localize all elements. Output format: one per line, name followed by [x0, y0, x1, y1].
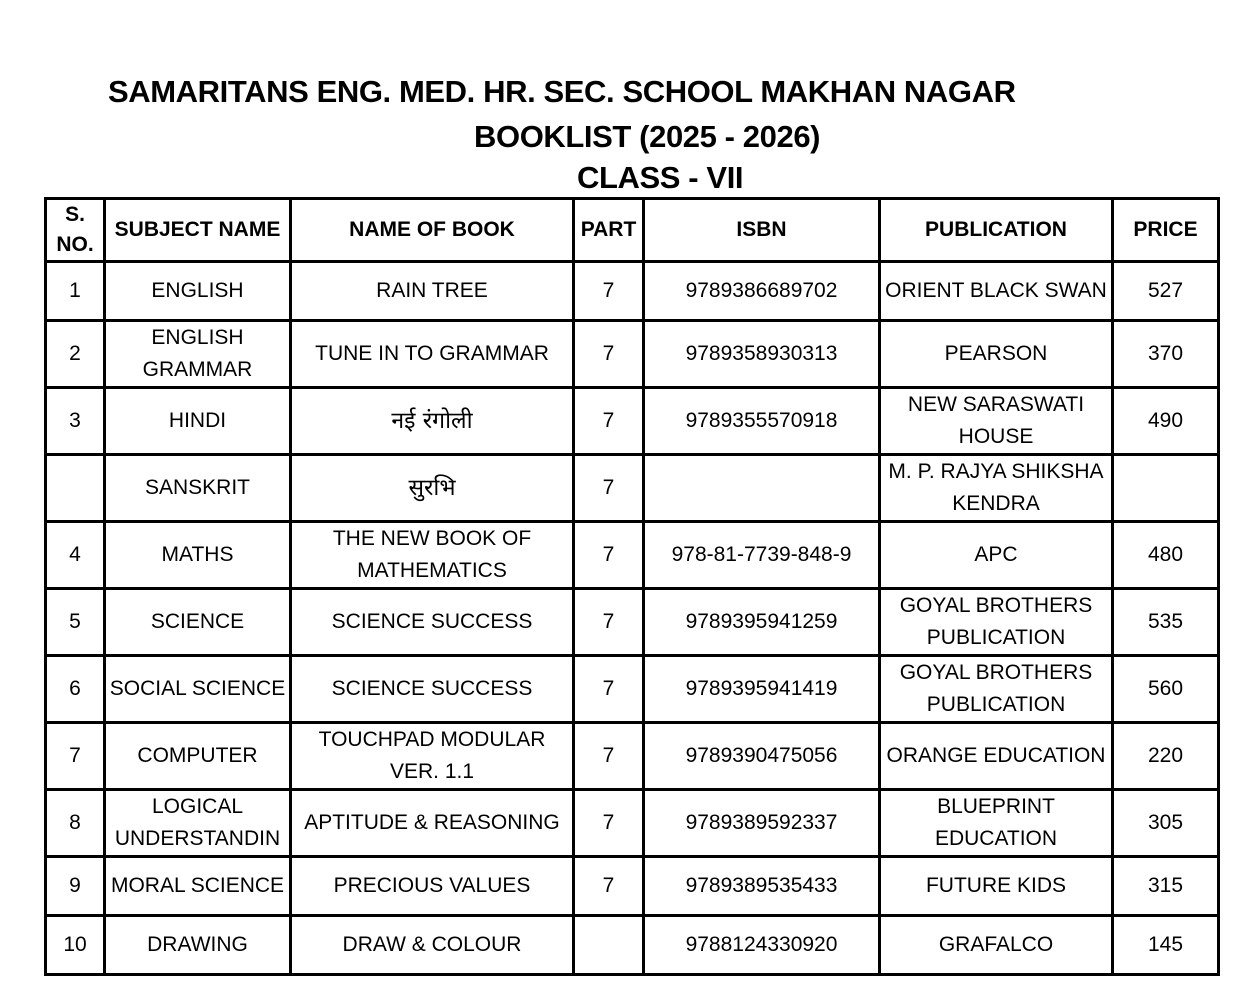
table-row — [46, 455, 1219, 522]
cell-part: 7 — [574, 388, 644, 455]
cell-part: 7 — [574, 262, 644, 321]
cell-subject: MATHS — [105, 522, 291, 589]
cell-price: 527 — [1113, 262, 1219, 321]
cell-isbn: 9789389535433 — [644, 857, 880, 916]
cell-book: सुरभि — [291, 455, 574, 522]
cell-price — [1113, 455, 1219, 522]
cell-sno: 6 — [46, 656, 105, 723]
col-header-sno: S. NO. — [46, 199, 105, 262]
cell-subject: COMPUTER — [105, 723, 291, 790]
cell-price: 480 — [1113, 522, 1219, 589]
cell-part: 7 — [574, 589, 644, 656]
cell-subject: SCIENCE — [105, 589, 291, 656]
cell-subject: HINDI — [105, 388, 291, 455]
cell-part: 7 — [574, 321, 644, 388]
cell-publication: M. P. RAJYA SHIKSHA KENDRA — [880, 455, 1113, 522]
table-row — [46, 589, 1219, 656]
table-row — [46, 857, 1219, 916]
cell-book: SCIENCE SUCCESS — [291, 656, 574, 723]
cell-sno: 1 — [46, 262, 105, 321]
cell-subject: SOCIAL SCIENCE — [105, 656, 291, 723]
cell-sno: 2 — [46, 321, 105, 388]
cell-part: 7 — [574, 522, 644, 589]
cell-price: 490 — [1113, 388, 1219, 455]
table-row — [46, 388, 1219, 455]
col-header-part: PART — [574, 199, 644, 262]
col-header-isbn: ISBN — [644, 199, 880, 262]
col-header-book: NAME OF BOOK — [291, 199, 574, 262]
cell-book: RAIN TREE — [291, 262, 574, 321]
table-row — [46, 723, 1219, 790]
cell-sno: 5 — [46, 589, 105, 656]
table-row — [46, 262, 1219, 321]
booklist-table — [44, 197, 1220, 976]
table-row — [46, 321, 1219, 388]
cell-price: 535 — [1113, 589, 1219, 656]
cell-subject: ENGLISH — [105, 262, 291, 321]
cell-book: APTITUDE & REASONING — [291, 790, 574, 857]
cell-isbn: 9789395941259 — [644, 589, 880, 656]
cell-book: TUNE IN TO GRAMMAR — [291, 321, 574, 388]
booklist-title: BOOKLIST (2025 - 2026) — [474, 119, 821, 154]
cell-isbn: 9789358930313 — [644, 321, 880, 388]
cell-sno: 10 — [46, 916, 105, 975]
cell-publication: ORANGE EDUCATION — [880, 723, 1113, 790]
cell-sno: 7 — [46, 723, 105, 790]
cell-price: 220 — [1113, 723, 1219, 790]
cell-publication: FUTURE KIDS — [880, 857, 1113, 916]
cell-subject: SANSKRIT — [105, 455, 291, 522]
cell-part: 7 — [574, 790, 644, 857]
cell-isbn: 978-81-7739-848-9 — [644, 522, 880, 589]
cell-book: नई रंगोली — [291, 388, 574, 455]
cell-isbn: 9789390475056 — [644, 723, 880, 790]
cell-isbn: 9789355570918 — [644, 388, 880, 455]
table-row — [46, 916, 1219, 975]
col-header-publication: PUBLICATION — [880, 199, 1113, 262]
cell-part: 7 — [574, 857, 644, 916]
cell-subject: ENGLISH GRAMMAR — [105, 321, 291, 388]
cell-subject: LOGICAL UNDERSTANDIN — [105, 790, 291, 857]
table-header-row — [46, 199, 1219, 262]
cell-publication: GRAFALCO — [880, 916, 1113, 975]
cell-price: 370 — [1113, 321, 1219, 388]
cell-isbn: 9789386689702 — [644, 262, 880, 321]
cell-isbn: 9789389592337 — [644, 790, 880, 857]
cell-publication: GOYAL BROTHERS PUBLICATION — [880, 656, 1113, 723]
cell-part: 7 — [574, 455, 644, 522]
cell-sno: 3 — [46, 388, 105, 455]
cell-book: PRECIOUS VALUES — [291, 857, 574, 916]
school-name: SAMARITANS ENG. MED. HR. SEC. SCHOOL MAKHAN NAGAR — [108, 74, 1016, 109]
cell-book: TOUCHPAD MODULAR VER. 1.1 — [291, 723, 574, 790]
col-header-price: PRICE — [1113, 199, 1219, 262]
cell-part — [574, 916, 644, 975]
cell-book: DRAW & COLOUR — [291, 916, 574, 975]
cell-publication: ORIENT BLACK SWAN — [880, 262, 1113, 321]
cell-sno: 9 — [46, 857, 105, 916]
cell-publication: NEW SARASWATI HOUSE — [880, 388, 1113, 455]
cell-sno: 8 — [46, 790, 105, 857]
cell-subject: DRAWING — [105, 916, 291, 975]
class-title: CLASS - VII — [577, 160, 744, 195]
table-row — [46, 522, 1219, 589]
cell-part: 7 — [574, 723, 644, 790]
cell-price: 145 — [1113, 916, 1219, 975]
cell-book: SCIENCE SUCCESS — [291, 589, 574, 656]
cell-publication: GOYAL BROTHERS PUBLICATION — [880, 589, 1113, 656]
cell-publication: BLUEPRINT EDUCATION — [880, 790, 1113, 857]
cell-price: 560 — [1113, 656, 1219, 723]
cell-price: 305 — [1113, 790, 1219, 857]
cell-sno: 4 — [46, 522, 105, 589]
cell-price: 315 — [1113, 857, 1219, 916]
cell-isbn — [644, 455, 880, 522]
cell-sno — [46, 455, 105, 522]
cell-isbn: 9789395941419 — [644, 656, 880, 723]
table-row — [46, 656, 1219, 723]
col-header-subject: SUBJECT NAME — [105, 199, 291, 262]
table-row — [46, 790, 1219, 857]
cell-isbn: 9788124330920 — [644, 916, 880, 975]
cell-subject: MORAL SCIENCE — [105, 857, 291, 916]
cell-book: THE NEW BOOK OF MATHEMATICS — [291, 522, 574, 589]
cell-part: 7 — [574, 656, 644, 723]
cell-publication: PEARSON — [880, 321, 1113, 388]
cell-publication: APC — [880, 522, 1113, 589]
